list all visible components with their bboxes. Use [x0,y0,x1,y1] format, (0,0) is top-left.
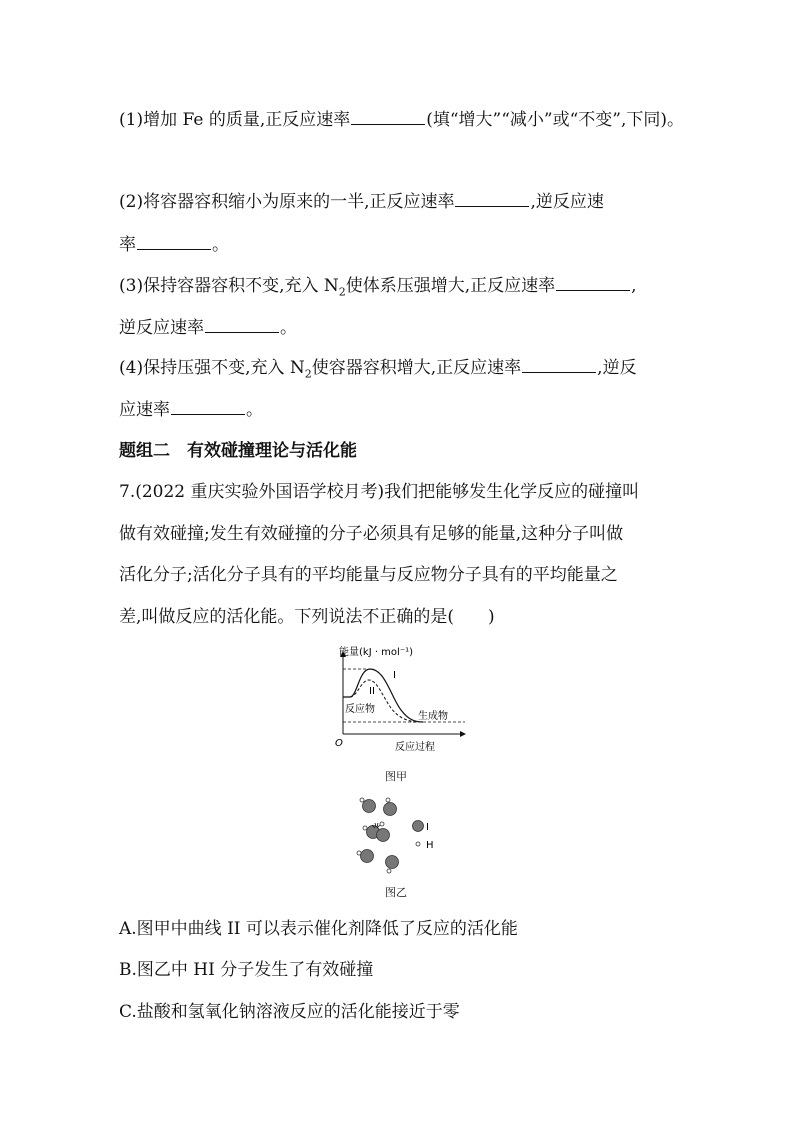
iodine-atom [384,803,397,816]
question-4 [119,356,637,385]
energy-diagram [325,642,475,757]
answer-blank[interactable] [205,316,279,333]
question-4-cont [119,398,263,421]
q2-text-mid: ,逆反应速 [530,192,604,212]
question-3 [119,274,637,303]
q4-text-l2: 应速率 [119,400,170,420]
iodine-atom [363,800,376,813]
q7-line-3: 活化分子;活化分子具有的平均能量与反应物分子具有的平均能量之 [119,565,618,585]
answer-blank[interactable] [522,356,596,373]
q3-text: (3)保持容器容积不变,充入 N [119,276,339,296]
q4-text-end: ,逆反 [597,358,637,378]
product-label: 生成物 [418,711,448,722]
iodine-atom [361,850,374,863]
option-b[interactable]: B.图乙中 HI 分子发生了有效碰撞 [119,960,374,980]
question-1 [119,108,684,131]
q4-text-l2-end: 。 [246,400,263,420]
q3-text-l2: 逆反应速率 [119,318,204,338]
q1-text: (1)增加 Fe 的质量,正反应速率 [119,110,351,130]
q2-text-end: 。 [212,235,229,255]
option-c[interactable]: C.盐酸和氢氧化钠溶液反应的活化能接近于零 [119,1002,460,1022]
curve-2-label: II [369,686,375,697]
legend-iodine-label: I [426,822,429,833]
hydrogen-atom [357,851,361,855]
hydrogen-atom [363,826,367,830]
legend-hydrogen-label: H [426,840,434,851]
legend-hydrogen-icon [416,842,420,846]
q7-line-4: 差,叫做反应的活化能。下列说法不正确的是( ) [119,607,495,627]
y-axis-label: 能量(kJ · mol⁻¹) [339,647,414,658]
figure-a-caption: 图甲 [385,770,407,783]
hydrogen-atom [380,822,384,826]
origin-label: O [335,738,343,749]
option-a[interactable]: A.图甲中曲线 II 可以表示催化剂降低了反应的活化能 [119,919,518,939]
q7-line-2: 做有效碰撞;发生有效碰撞的分子必须具有足够的能量,这种分子叫做 [119,524,624,544]
q2-text: (2)将容器容积缩小为原来的一半,正反应速率 [119,192,455,212]
collision-diagram [345,790,455,875]
section-heading: 题组二 有效碰撞理论与活化能 [119,441,357,461]
q3-text-end: , [631,276,637,296]
iodine-atom [386,856,399,869]
hydrogen-atom [387,869,391,873]
question-2 [119,190,604,213]
answer-blank[interactable] [556,274,630,291]
question-2-cont [119,233,229,256]
q3-text-mid: 使体系压强增大,正反应速率 [345,276,556,296]
reactant-label: 反应物 [345,704,375,715]
q3-subscript: 2 [338,285,346,299]
answer-blank[interactable] [171,398,245,415]
hydrogen-atom [360,798,364,802]
q4-text-mid: 使容器容积增大,正反应速率 [311,358,522,378]
q4-subscript: 2 [304,367,312,381]
x-axis-label: 反应过程 [395,742,435,753]
figure-b-caption: 图乙 [385,886,407,899]
answer-blank[interactable] [351,108,425,125]
answer-blank[interactable] [455,190,529,207]
legend-iodine-icon [413,821,424,832]
q2-text-l2: 率 [119,235,136,255]
q3-text-l2-end: 。 [280,318,297,338]
hydrogen-atom [386,798,390,802]
q4-text: (4)保持压强不变,充入 N [119,358,305,378]
question-3-cont [119,316,297,339]
iodine-atom [377,829,390,842]
q1-hint: (填“增大”“减小”或“不变”,下同)。 [426,110,685,130]
curve-1-label: I [393,670,396,681]
answer-blank[interactable] [137,233,211,250]
q7-line-1: 7.(2022 重庆实验外国语学校月考)我们把能够发生化学反应的碰撞叫 [119,482,640,502]
